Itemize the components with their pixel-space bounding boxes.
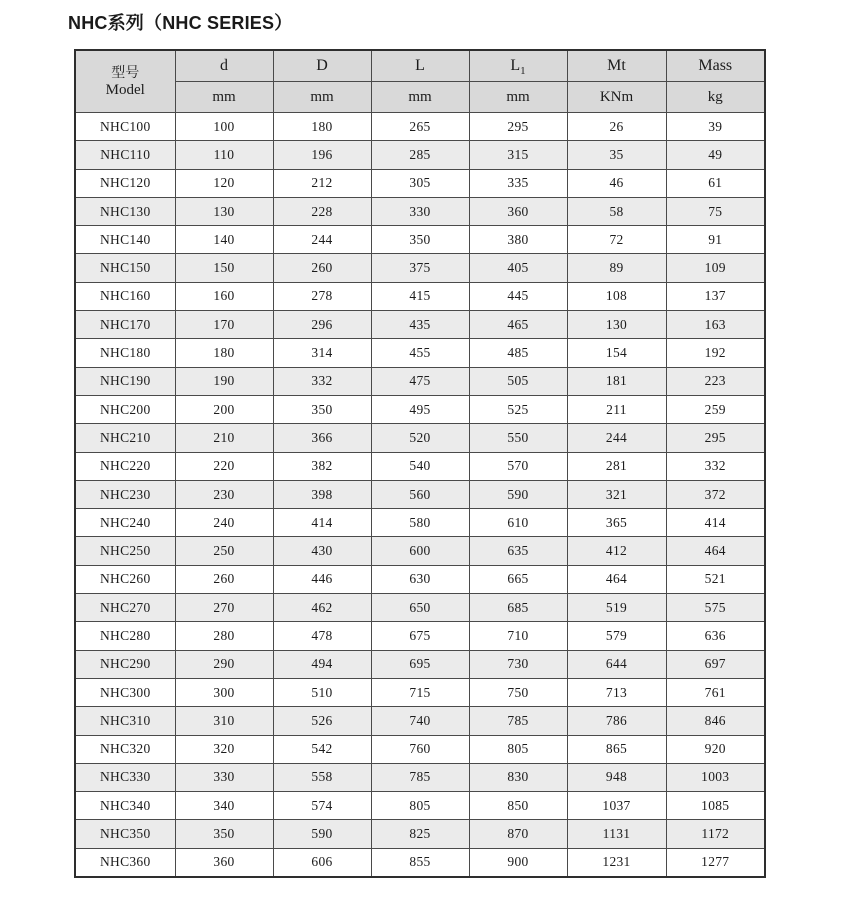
- value-cell: 761: [666, 678, 765, 706]
- table-row: [75, 707, 765, 735]
- value-cell: 49: [666, 141, 765, 169]
- value-cell: 140: [175, 226, 273, 254]
- value-cell: 295: [469, 113, 567, 141]
- value-cell: 150: [175, 254, 273, 282]
- model-cell: NHC240: [75, 509, 175, 537]
- value-cell: 1172: [666, 820, 765, 848]
- value-cell: 360: [469, 197, 567, 225]
- model-cell: NHC120: [75, 169, 175, 197]
- value-cell: 464: [666, 537, 765, 565]
- table-row: [75, 678, 765, 706]
- value-cell: 196: [273, 141, 371, 169]
- value-cell: 320: [175, 735, 273, 763]
- model-cell: NHC180: [75, 339, 175, 367]
- value-cell: 210: [175, 424, 273, 452]
- value-cell: 510: [273, 678, 371, 706]
- header-row-names: [75, 50, 765, 82]
- value-cell: 785: [469, 707, 567, 735]
- value-cell: 558: [273, 763, 371, 791]
- value-cell: 405: [469, 254, 567, 282]
- value-cell: 315: [469, 141, 567, 169]
- value-cell: 365: [567, 509, 666, 537]
- column-header: [469, 50, 567, 82]
- value-cell: 314: [273, 339, 371, 367]
- value-cell: 415: [371, 282, 469, 310]
- model-cell: NHC230: [75, 480, 175, 508]
- table-row: [75, 565, 765, 593]
- table-row: [75, 650, 765, 678]
- column-unit-header: mm: [469, 82, 567, 113]
- value-cell: 675: [371, 622, 469, 650]
- model-cell: NHC130: [75, 197, 175, 225]
- value-cell: 865: [567, 735, 666, 763]
- table-row: [75, 452, 765, 480]
- value-cell: 495: [371, 395, 469, 423]
- value-cell: 244: [273, 226, 371, 254]
- table-row: [75, 735, 765, 763]
- value-cell: 519: [567, 594, 666, 622]
- value-cell: 290: [175, 650, 273, 678]
- value-cell: 39: [666, 113, 765, 141]
- value-cell: 190: [175, 367, 273, 395]
- value-cell: 636: [666, 622, 765, 650]
- value-cell: 574: [273, 792, 371, 820]
- model-column-header: [75, 50, 175, 113]
- table-row: [75, 537, 765, 565]
- column-unit-header: mm: [371, 82, 469, 113]
- value-cell: 560: [371, 480, 469, 508]
- table-row: [75, 311, 765, 339]
- value-cell: 1231: [567, 848, 666, 877]
- value-cell: 920: [666, 735, 765, 763]
- value-cell: 91: [666, 226, 765, 254]
- value-cell: 715: [371, 678, 469, 706]
- value-cell: 305: [371, 169, 469, 197]
- value-cell: 1277: [666, 848, 765, 877]
- value-cell: 211: [567, 395, 666, 423]
- value-cell: 61: [666, 169, 765, 197]
- value-cell: 170: [175, 311, 273, 339]
- model-cell: NHC190: [75, 367, 175, 395]
- value-cell: 330: [371, 197, 469, 225]
- value-cell: 278: [273, 282, 371, 310]
- column-header: [175, 50, 273, 82]
- value-cell: 575: [666, 594, 765, 622]
- value-cell: 846: [666, 707, 765, 735]
- column-header-subscript: 1: [520, 65, 526, 78]
- table-row: [75, 792, 765, 820]
- table-row: [75, 480, 765, 508]
- value-cell: 542: [273, 735, 371, 763]
- column-unit-header: mm: [273, 82, 371, 113]
- value-cell: 380: [469, 226, 567, 254]
- column-header-label: Mass: [698, 57, 733, 74]
- model-cell: NHC280: [75, 622, 175, 650]
- value-cell: 382: [273, 452, 371, 480]
- value-cell: 250: [175, 537, 273, 565]
- table-row: [75, 254, 765, 282]
- column-header-label: d: [220, 57, 228, 74]
- model-cell: NHC210: [75, 424, 175, 452]
- model-cell: NHC270: [75, 594, 175, 622]
- value-cell: 163: [666, 311, 765, 339]
- value-cell: 260: [175, 565, 273, 593]
- value-cell: 465: [469, 311, 567, 339]
- column-header-label: L: [415, 57, 425, 74]
- value-cell: 137: [666, 282, 765, 310]
- model-header-en: Model: [105, 81, 145, 98]
- value-cell: 46: [567, 169, 666, 197]
- value-cell: 1131: [567, 820, 666, 848]
- value-cell: 223: [666, 367, 765, 395]
- value-cell: 350: [371, 226, 469, 254]
- value-cell: 375: [371, 254, 469, 282]
- value-cell: 760: [371, 735, 469, 763]
- value-cell: 485: [469, 339, 567, 367]
- value-cell: 244: [567, 424, 666, 452]
- table-row: [75, 424, 765, 452]
- value-cell: 285: [371, 141, 469, 169]
- value-cell: 870: [469, 820, 567, 848]
- value-cell: 697: [666, 650, 765, 678]
- value-cell: 130: [567, 311, 666, 339]
- value-cell: 414: [666, 509, 765, 537]
- value-cell: 160: [175, 282, 273, 310]
- value-cell: 259: [666, 395, 765, 423]
- value-cell: 154: [567, 339, 666, 367]
- value-cell: 26: [567, 113, 666, 141]
- value-cell: 230: [175, 480, 273, 508]
- value-cell: 220: [175, 452, 273, 480]
- column-unit-header: mm: [175, 82, 273, 113]
- value-cell: 446: [273, 565, 371, 593]
- value-cell: 464: [567, 565, 666, 593]
- value-cell: 550: [469, 424, 567, 452]
- value-cell: 280: [175, 622, 273, 650]
- value-cell: 710: [469, 622, 567, 650]
- value-cell: 730: [469, 650, 567, 678]
- table-row: [75, 367, 765, 395]
- value-cell: 580: [371, 509, 469, 537]
- value-cell: 100: [175, 113, 273, 141]
- value-cell: 270: [175, 594, 273, 622]
- table-row: [75, 509, 765, 537]
- value-cell: 750: [469, 678, 567, 706]
- table-row: [75, 141, 765, 169]
- model-cell: NHC310: [75, 707, 175, 735]
- value-cell: 540: [371, 452, 469, 480]
- value-cell: 650: [371, 594, 469, 622]
- value-cell: 494: [273, 650, 371, 678]
- value-cell: 180: [175, 339, 273, 367]
- value-cell: 685: [469, 594, 567, 622]
- value-cell: 130: [175, 197, 273, 225]
- value-cell: 900: [469, 848, 567, 877]
- value-cell: 505: [469, 367, 567, 395]
- value-cell: 430: [273, 537, 371, 565]
- value-cell: 644: [567, 650, 666, 678]
- value-cell: 435: [371, 311, 469, 339]
- value-cell: 825: [371, 820, 469, 848]
- value-cell: 414: [273, 509, 371, 537]
- value-cell: 478: [273, 622, 371, 650]
- model-cell: NHC250: [75, 537, 175, 565]
- value-cell: 630: [371, 565, 469, 593]
- value-cell: 805: [469, 735, 567, 763]
- value-cell: 635: [469, 537, 567, 565]
- model-cell: NHC170: [75, 311, 175, 339]
- model-cell: NHC260: [75, 565, 175, 593]
- value-cell: 805: [371, 792, 469, 820]
- model-cell: NHC220: [75, 452, 175, 480]
- value-cell: 525: [469, 395, 567, 423]
- column-header-label: Mt: [607, 57, 626, 74]
- table-body: [75, 113, 765, 878]
- column-header: [273, 50, 371, 82]
- model-cell: NHC290: [75, 650, 175, 678]
- value-cell: 350: [175, 820, 273, 848]
- value-cell: 521: [666, 565, 765, 593]
- value-cell: 610: [469, 509, 567, 537]
- table-row: [75, 622, 765, 650]
- table-row: [75, 848, 765, 877]
- table-row: [75, 395, 765, 423]
- column-unit-header: KNm: [567, 82, 666, 113]
- table-row: [75, 169, 765, 197]
- value-cell: 265: [371, 113, 469, 141]
- value-cell: 590: [273, 820, 371, 848]
- value-cell: 398: [273, 480, 371, 508]
- value-cell: 321: [567, 480, 666, 508]
- value-cell: 340: [175, 792, 273, 820]
- value-cell: 590: [469, 480, 567, 508]
- value-cell: 350: [273, 395, 371, 423]
- model-cell: NHC100: [75, 113, 175, 141]
- value-cell: 606: [273, 848, 371, 877]
- model-cell: NHC140: [75, 226, 175, 254]
- value-cell: 181: [567, 367, 666, 395]
- value-cell: 75: [666, 197, 765, 225]
- value-cell: 785: [371, 763, 469, 791]
- value-cell: 600: [371, 537, 469, 565]
- value-cell: 1003: [666, 763, 765, 791]
- value-cell: 366: [273, 424, 371, 452]
- spec-table: [74, 49, 766, 878]
- table-header: [75, 50, 765, 113]
- value-cell: 526: [273, 707, 371, 735]
- value-cell: 332: [666, 452, 765, 480]
- model-cell: NHC110: [75, 141, 175, 169]
- model-cell: NHC340: [75, 792, 175, 820]
- value-cell: 830: [469, 763, 567, 791]
- value-cell: 58: [567, 197, 666, 225]
- column-unit-header: kg: [666, 82, 765, 113]
- value-cell: 89: [567, 254, 666, 282]
- model-cell: NHC160: [75, 282, 175, 310]
- table-row: [75, 820, 765, 848]
- value-cell: 475: [371, 367, 469, 395]
- table-row: [75, 339, 765, 367]
- value-cell: 1037: [567, 792, 666, 820]
- table-row: [75, 282, 765, 310]
- model-cell: NHC200: [75, 395, 175, 423]
- model-cell: NHC300: [75, 678, 175, 706]
- value-cell: 192: [666, 339, 765, 367]
- value-cell: 445: [469, 282, 567, 310]
- value-cell: 120: [175, 169, 273, 197]
- page-title: NHC系列（NHC SERIES）: [68, 13, 293, 33]
- value-cell: 372: [666, 480, 765, 508]
- value-cell: 665: [469, 565, 567, 593]
- value-cell: 110: [175, 141, 273, 169]
- value-cell: 228: [273, 197, 371, 225]
- value-cell: 579: [567, 622, 666, 650]
- table-row: [75, 226, 765, 254]
- value-cell: 300: [175, 678, 273, 706]
- value-cell: 295: [666, 424, 765, 452]
- value-cell: 462: [273, 594, 371, 622]
- value-cell: 520: [371, 424, 469, 452]
- value-cell: 850: [469, 792, 567, 820]
- value-cell: 212: [273, 169, 371, 197]
- value-cell: 335: [469, 169, 567, 197]
- value-cell: 1085: [666, 792, 765, 820]
- column-header-label: D: [316, 57, 328, 74]
- table-row: [75, 594, 765, 622]
- value-cell: 695: [371, 650, 469, 678]
- value-cell: 570: [469, 452, 567, 480]
- value-cell: 109: [666, 254, 765, 282]
- value-cell: 200: [175, 395, 273, 423]
- model-cell: NHC360: [75, 848, 175, 877]
- value-cell: 72: [567, 226, 666, 254]
- value-cell: 455: [371, 339, 469, 367]
- table-row: [75, 113, 765, 141]
- value-cell: 180: [273, 113, 371, 141]
- value-cell: 240: [175, 509, 273, 537]
- value-cell: 108: [567, 282, 666, 310]
- value-cell: 948: [567, 763, 666, 791]
- value-cell: 281: [567, 452, 666, 480]
- value-cell: 713: [567, 678, 666, 706]
- value-cell: 35: [567, 141, 666, 169]
- model-cell: NHC330: [75, 763, 175, 791]
- model-cell: NHC320: [75, 735, 175, 763]
- value-cell: 310: [175, 707, 273, 735]
- value-cell: 260: [273, 254, 371, 282]
- value-cell: 330: [175, 763, 273, 791]
- value-cell: 786: [567, 707, 666, 735]
- model-cell: NHC150: [75, 254, 175, 282]
- value-cell: 412: [567, 537, 666, 565]
- column-header-label: L: [510, 57, 521, 74]
- value-cell: 296: [273, 311, 371, 339]
- column-header: [371, 50, 469, 82]
- header-row-units: [75, 82, 765, 113]
- model-cell: NHC350: [75, 820, 175, 848]
- table-row: [75, 763, 765, 791]
- column-header: [666, 50, 765, 82]
- model-header-zh: 型号: [111, 63, 140, 80]
- value-cell: 740: [371, 707, 469, 735]
- value-cell: 332: [273, 367, 371, 395]
- column-header: [567, 50, 666, 82]
- value-cell: 360: [175, 848, 273, 877]
- value-cell: 855: [371, 848, 469, 877]
- table-row: [75, 197, 765, 225]
